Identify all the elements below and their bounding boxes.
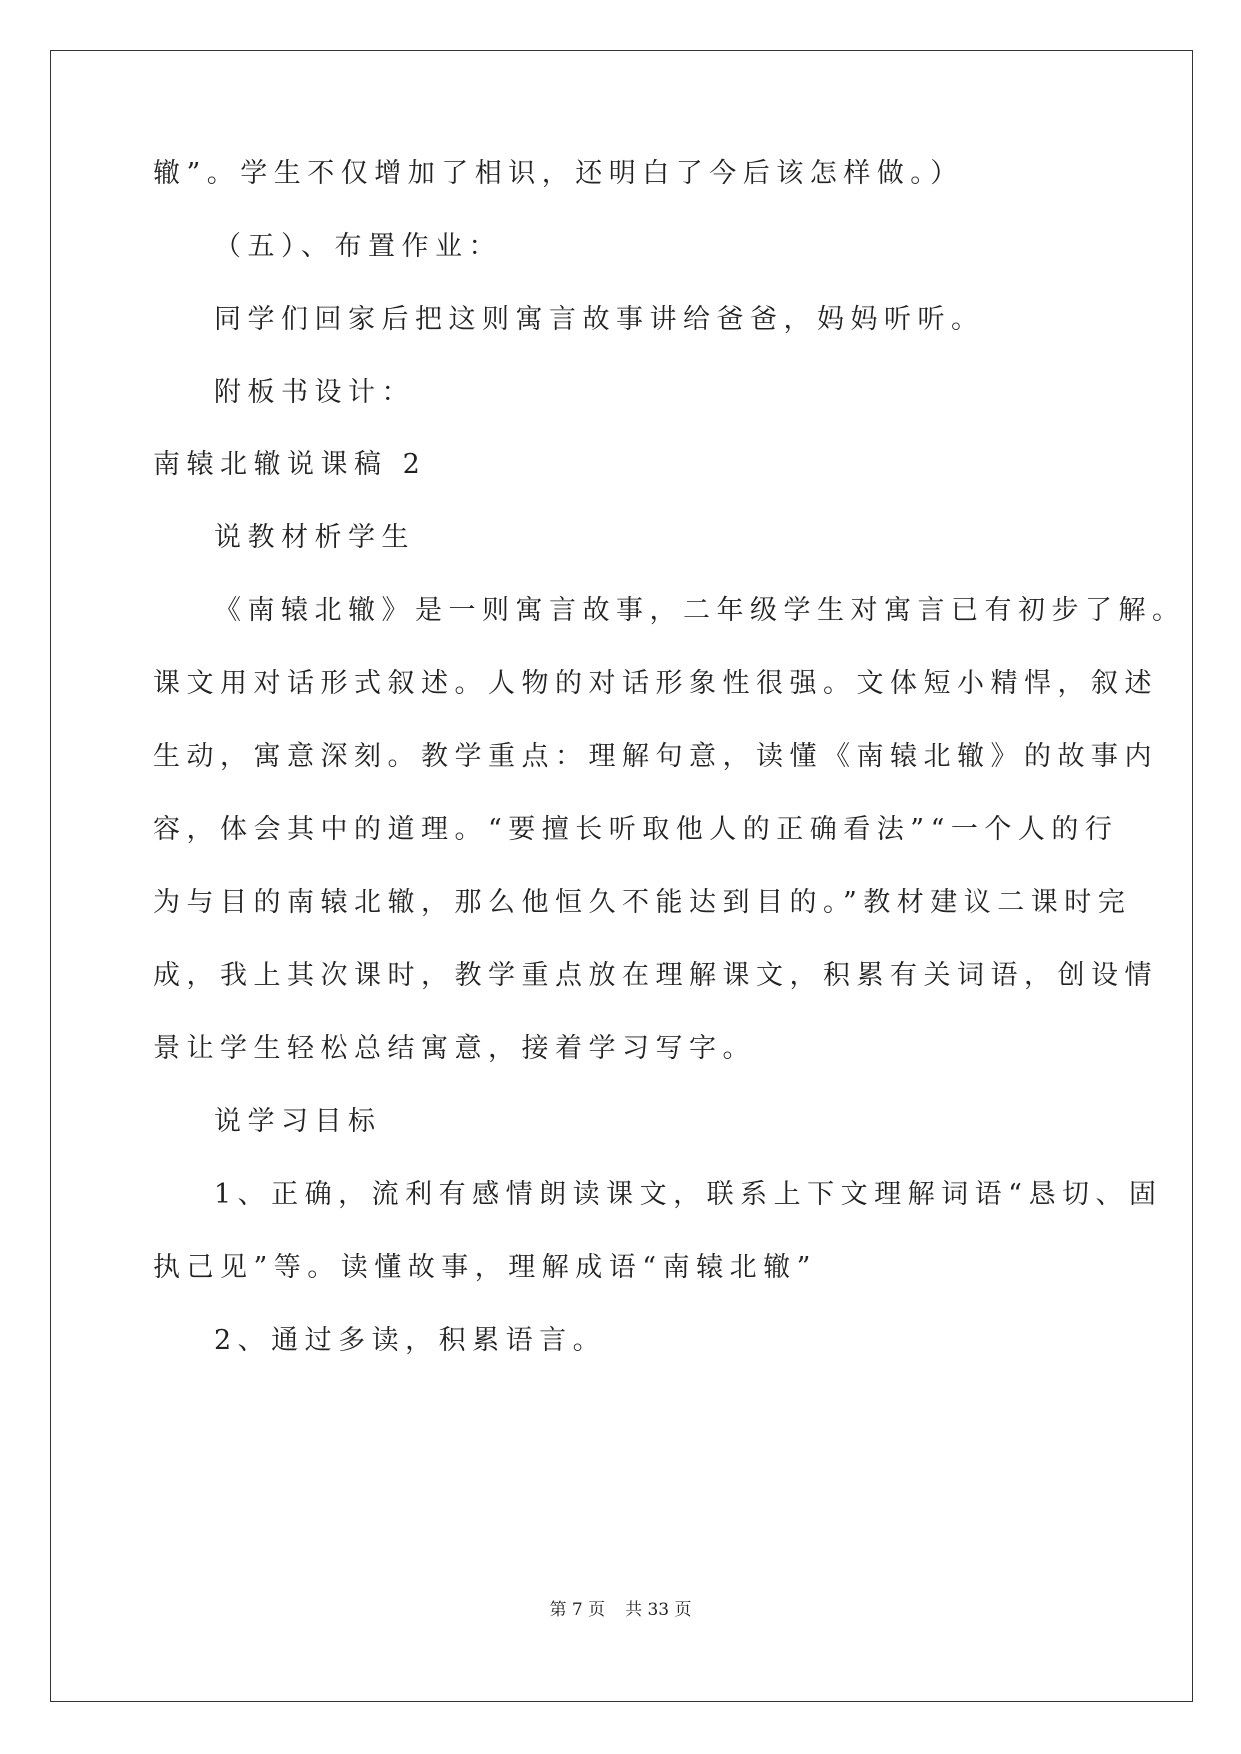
text-line-homework: 同学们回家后把这则寓言故事讲给爸爸，妈妈听听。 — [214, 304, 985, 335]
text-line-textbook-2: 课文用对话形式叙述。人物的对话形象性很强。文体短小精悍，叙述 — [153, 668, 1158, 699]
text-line-textbook-6: 成，我上其次课时，教学重点放在理解课文，积累有关词语，创设情 — [153, 960, 1158, 991]
text-line-board-design: 附板书设计： — [214, 377, 415, 408]
page-footer — [0, 1598, 1241, 1622]
text-line-goal-1a: 1、正确，流利有感情朗读课文，联系上下文理解词语“恳切、固 — [214, 1179, 1163, 1210]
section-heading-goals: 说学习目标 — [214, 1106, 382, 1137]
page-total: 共 33 页 — [625, 1600, 692, 1620]
page-border — [50, 50, 1193, 1702]
text-line-goal-2: 2、通过多读，积累语言。 — [214, 1325, 607, 1356]
page-number: 第 7 页 — [549, 1600, 606, 1620]
text-line-textbook-1: 《南辕北辙》是一则寓言故事，二年级学生对寓言已有初步了解。 — [214, 595, 1186, 626]
section-heading-textbook: 说教材析学生 — [214, 522, 415, 553]
text-line-textbook-7: 景让学生轻松总结寓意，接着学习写字。 — [153, 1033, 756, 1064]
text-line-goal-1b: 执己见”等。读懂故事，理解成语“南辕北辙” — [153, 1252, 817, 1283]
text-line-textbook-5: 为与目的南辕北辙，那么他恒久不能达到目的。”教材建议二课时完 — [153, 887, 1132, 918]
section-heading-homework: （五）、布置作业： — [214, 231, 502, 262]
text-line-textbook-3: 生动，寓意深刻。教学重点：理解句意，读懂《南辕北辙》的故事内 — [153, 741, 1158, 772]
document-title: 南辕北辙说课稿 2 — [153, 449, 427, 480]
text-line-textbook-4: 容，体会其中的道理。“要擅长听取他人的正确看法”“一个人的行 — [153, 814, 1119, 845]
text-line-1: 辙”。学生不仅增加了相识，还明白了今后该怎样做。） — [153, 158, 964, 189]
